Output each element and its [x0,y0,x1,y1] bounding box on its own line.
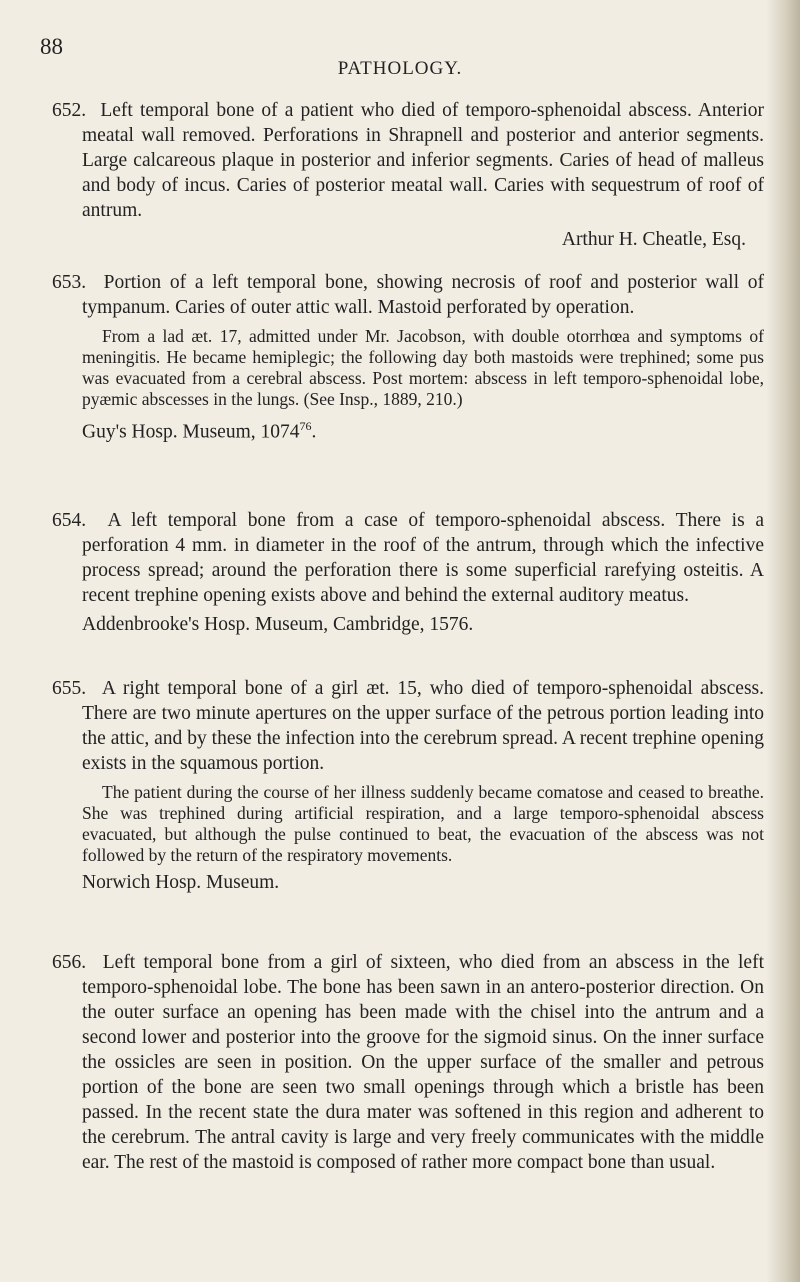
entry-text [52,508,764,608]
entry-653 [52,270,764,445]
entry-text [52,270,764,320]
entry-number: 653. [52,272,87,293]
entry-description: Portion of a left temporal bone, showing necrosis of roof and posterior wall of tympanum. Caries of outer attic wall. Mastoid perforated by operation. [82,272,764,318]
entry-652 [52,98,764,252]
entry-description: A left temporal bone from a case of temporo-sphenoidal abscess. There is a perforation 4 mm. in diameter in the roof of the antrum, through which the infective process spread; around the perforation there is some superficial rarefying osteitis. A recent trephine opening exists above and behind the external auditory meatus. [82,510,765,606]
entry-source: Norwich Hosp. Museum. [82,872,280,893]
entry-note: The patient during the course of her illness suddenly became comatose and ceased to breathe. She was trephined during artificial respiration, and a large temporo-sphenoidal abscess evacuated, but although the pulse continued to beat, the evacuation of the abscess was not followed by the return of the respiratory movements. [82,782,764,865]
page-edge-shadow [766,0,800,1282]
entry-source: Guy's Hosp. Museum, 1074$^{76}$. [82,419,317,443]
entry-654 [52,508,764,637]
entry-text [52,98,764,223]
entry-description: Left temporal bone from a girl of sixteen, who died from an abscess in the left temporo-sphenoidal lobe. The bone has been sawn in an antero-posterior direction. On the outer surface an opening has been made with the chisel into the antrum and a second lower and posterior into the groove for the sigmoid sinus. On the inner surface the ossicles are seen in position. On the upper surface of the smaller and petrous portion of the bone are seen two small openings through which a bristle has been passed. In the recent state the dura mater was softened in this region and adherent to the cerebrum. The antral cavity is large and very freely communicates with the middle ear. The rest of the mastoid is composed of rather more compact bone than usual. [82,952,764,1173]
entry-text [52,950,764,1175]
entry-number: 652. [52,100,87,121]
entry-description: Left temporal bone of a patient who died of temporo-sphenoidal abscess. Anterior meatal wall removed. Perforations in Shrapnell and posterior and anterior segments. Large calcareous plaque in posterior and inferior segments. Caries of head of malleus and body of incus. Caries of posterior meatal wall. Caries with sequestrum of roof of antrum. [82,100,764,221]
entry-number: 654. [52,510,87,531]
entry-656 [52,950,764,1175]
entry-number: 655. [52,678,87,699]
page-number: 88 [40,34,63,59]
entry-note: From a lad æt. 17, admitted under Mr. Jacobson, with double otorrhœa and symptoms of meningitis. He became hemiplegic; the following day both mastoids were trephined; some pus was evacuated from a cerebral abscess. Post mortem: abscess in left temporo-sphenoidal lobe, pyæmic abscesses in the lungs. (See Insp., 1889, 210.) [82,326,764,409]
running-head: PATHOLOGY. [337,58,463,79]
entry-number: 656. [52,952,87,973]
entry-text [52,676,764,776]
entry-source: Arthur H. Cheatle, Esq. [561,229,746,250]
entry-description: A right temporal bone of a girl æt. 15, who died of temporo-sphenoidal abscess. There are two minute apertures on the upper surface of the petrous portion leading into the attic, and by these the infection into the cerebrum spread. A recent trephine opening exists in the squamous portion. [82,678,764,774]
entry-source: Addenbrooke's Hosp. Museum, Cambridge, 1576. [82,614,474,635]
entry-655 [52,676,764,895]
